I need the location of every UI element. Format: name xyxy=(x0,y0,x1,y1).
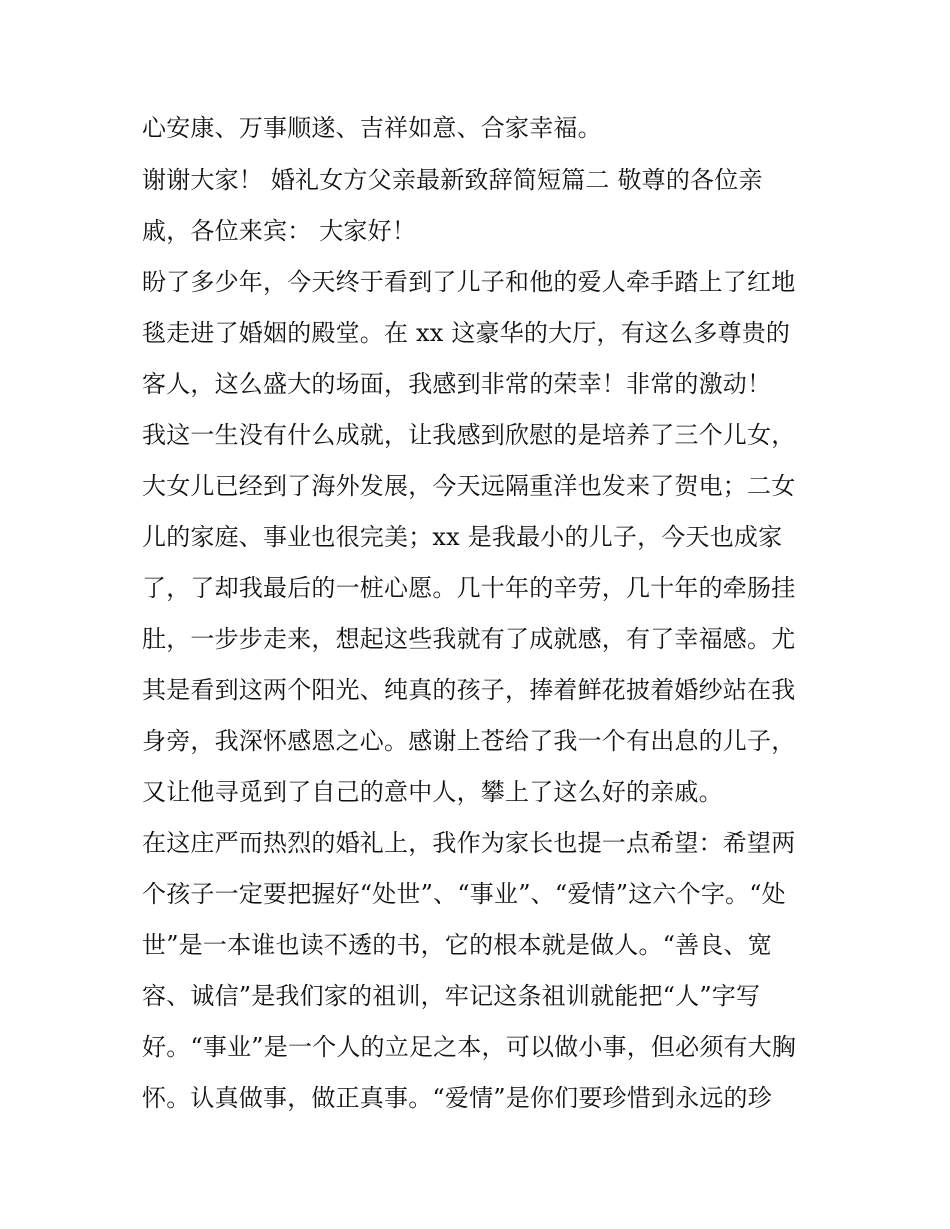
text-line: 心安康、万事顺遂、吉祥如意、合家幸福。 xyxy=(142,114,602,142)
text-line: 大女儿已经到了海外发展，今天远隔重洋也发来了贺电；二女 xyxy=(142,472,796,500)
text-line: 盼了多少年，今天终于看到了儿子和他的爱人牵手踏上了红地 xyxy=(142,268,796,296)
text-line: 在这庄严而热烈的婚礼上，我作为家长也提一点希望：希望两 xyxy=(142,829,796,857)
text-line: 肚，一步步走来，想起这些我就有了成就感，有了幸福感。尤 xyxy=(142,625,796,653)
text-line: 戚，各位来宾： 大家好！ xyxy=(142,217,417,245)
text-line: 怀。认真做事，做正真事。“爱情”是你们要珍惜到永远的珍 xyxy=(142,1084,772,1112)
text-line: 容、诚信”是我们家的祖训，牢记这条祖训就能把“人”字写 xyxy=(142,982,761,1010)
text-line: 又让他寻觅到了自己的意中人，攀上了这么好的亲戚。 xyxy=(142,778,723,806)
text-line: 身旁，我深怀感恩之心。感谢上苍给了我一个有出息的儿子， xyxy=(142,727,796,755)
text-line: 其是看到这两个阳光、纯真的孩子，捧着鲜花披着婚纱站在我 xyxy=(142,676,796,704)
text-line: 好。“事业”是一个人的立足之本，可以做小事，但必须有大胸 xyxy=(142,1033,797,1061)
text-line: 世”是一本谁也读不透的书，它的根本就是做人。“善良、宽 xyxy=(142,931,772,959)
text-line: 谢谢大家！ 婚礼女方父亲最新致辞简短篇二 敬尊的各位亲 xyxy=(142,166,763,194)
text-line: 个孩子一定要把握好“处世”、“事业”、“爱情”这六个字。“处 xyxy=(142,880,786,908)
text-line: 毯走进了婚姻的殿堂。在 xx 这豪华的大厅，有这么多尊贵的 xyxy=(142,319,791,347)
text-line: 客人，这么盛大的场面，我感到非常的荣幸！非常的激动！ xyxy=(142,370,772,398)
text-line: 我这一生没有什么成就，让我感到欣慰的是培养了三个儿女， xyxy=(142,421,796,449)
text-line: 儿的家庭、事业也很完美；xx 是我最小的儿子，今天也成家 xyxy=(142,523,783,551)
text-line: 了，了却我最后的一桩心愿。几十年的辛劳，几十年的牵肠挂 xyxy=(142,574,796,602)
